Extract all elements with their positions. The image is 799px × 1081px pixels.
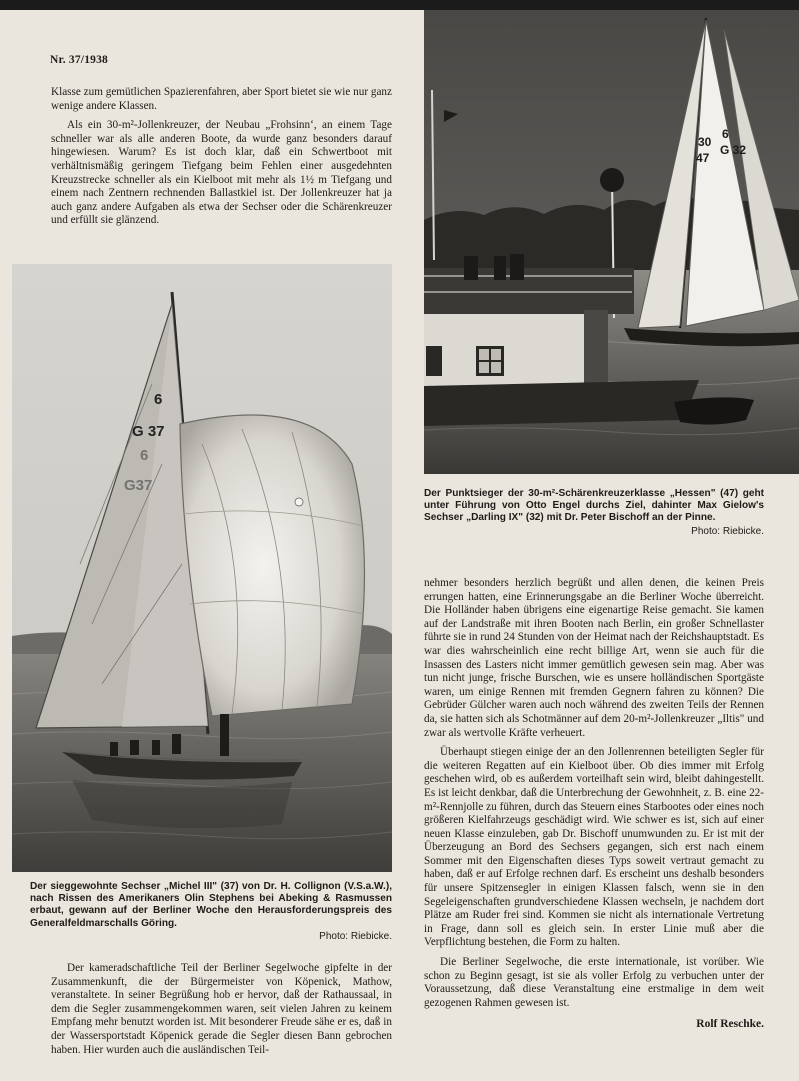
photo-credit-left: Photo: Riebicke. — [319, 930, 392, 942]
photo-hessen-finish — [424, 10, 799, 474]
sail-number-text: G 32 — [720, 143, 747, 157]
photo-sechser-michel-iii — [12, 264, 392, 872]
intro-column — [51, 86, 392, 228]
caption-left-text: Der sieggewohnte Sechser „Michel III" (37) von Dr. H. Collignon (V.S.a.W.), nach Rissen des Amerikaners Olin Stephens bei Abeking & Rasmussen erbaut, gewann auf der Berliner Woche den Herausforderungspreis des Generalfeldmarschalls Göring. — [30, 881, 392, 929]
caption-left — [30, 881, 392, 943]
bottom-left-column — [51, 962, 392, 1057]
right-paragraph-2: Überhaupt stiegen einige der an den Jollenrennen beteiligten Segler für die weiteren Regatten auf ein Kielboot über. Ob dies immer mit Erfolg geschehen wird, ob es außerdem vorteilhaft sein wird, bleibt dahingestellt. Es ist leicht denkbar, daß die Unterbrechung der Gewohnheit, z. B. eine 22-m²-Rennjolle zu führen, durch das Steuern eines Starbootes oder eines noch größeren Kielfahrzeugs geschädigt wird. Wie schwer es ist, sich auf einer neuen Klasse einzuleben, gab Dr. Bischoff unumwunden zu. Er ist mit der Überzeugung an Bord des Sechsers gegangen, sich erst nach einem Sommer mit den Eigenschaften dieses Typs soweit vertraut gemacht zu haben, daß er auf Erfolge rechnen darf. Es erscheint uns deshalb besonders für unsere Spitzensegler in einigen Klassen falsch, wenn sie in den Segeleigenschaften grundverschiedene Klassen wechseln, je nachdem dort Plätze am Ruder frei sind. Kommen sie nicht als internationale Vertretung in Frage, dann soll es gleich sein. In erster Linie muß aber die Verpflichtung bestehen, die Form zu halten. — [424, 746, 764, 949]
sail-number-text: 6 — [722, 127, 729, 141]
intro-paragraph-1: Klasse zum gemütlichen Spazierenfahren, aber Sport bietet sie wie nur ganz wenige andere Klassen. — [51, 86, 392, 112]
page-number: Nr. 37/1938 — [50, 54, 108, 66]
bottom-left-paragraph: Der kameradschaftliche Teil der Berliner Segelwoche gipfelte in der Zusammenkunft, die der Bürgermeister von Köpenick, Mathow, veranstaltete. In seiner Begrüßung hob er hervor, daß der Rathaussaal, in dem die Segler zusammengekommen waren, seit vielen Jahren zu keinem Empfang mehr benutzt worden ist. Mit besonderer Freude sähe er es, daß in der Wassersportstadt Köpenick gerade die Segler diesen Bann gebrochen haben. Hier wurden auch die ausländischen Teil- — [51, 962, 392, 1056]
author-signature: Rolf Reschke. — [696, 1018, 764, 1031]
right-paragraph-3: Die Berliner Segelwoche, die erste internationale, ist vorüber. Wie schon zu Beginn gesagt, ist sie als voller Erfolg zu verbuchen unter der Voraussetzung, daß diese Veranstaltung eine erstmalige in dem weit gezogenen Rahmen gewesen ist. — [424, 956, 764, 1009]
right-column — [424, 577, 764, 1032]
right-paragraph-1: nehmer besonders herzlich begrüßt und allen denen, die keinen Preis errungen hatten, eine Erinnerungsgabe an die Berliner Woche überreicht. Die Holländer haben übrigens eine eigenartige Reise gemacht. Sie kamen auf der Landstraße mit ihren Booten nach Berlin, ein großer Schnellaster führte sie in rund 24 Stunden von der Heimat nach der Reichshauptstadt. Es war dies wahrscheinlich eine recht billige Art, wenn sie auch für die Insassen des Lasters nicht immer gemütlich gewesen sein mag. Aber was tun nicht junge, frische Burschen, wie es unsere holländischen Sportgäste waren, um einige Rennen mit fremden Gegnern fahren zu können? Die Gebrüder Gülcher waren auch noch während des zweiten Teils der Rennen da, sie hatten sich als Schotmänner auf dem 20-m²-Jollenkreuzer „Iltis" und zwar als wertvolle Kräfte verheuert. — [424, 577, 764, 739]
sail-number-text: 30 — [698, 135, 712, 149]
intro-paragraph-2: Als ein 30-m²-Jollenkreuzer, der Neubau „Frohsinn‘, an einem Tage schneller war als alle anderen Boote, da wurde ganz besonders darauf hingewiesen. Warum? Es ist doch klar, daß ein Schwertboot mit verhältnismäßig geringem Tiefgang beim Fehlen einer ausgedehnten Kreuzstrecke schneller als ein Kielboot mit mehr als 1½ m Tiefgang und einem nach Zentnern rechnenden Ballastkiel ist. Der Jollenkreuzer hat ja auch ganz andere Aufgaben als etwa der Sechser oder die Schärenkreuzer und erfüllt sie glänzend. — [51, 119, 392, 227]
photo-credit-right: Photo: Riebicke. — [691, 525, 764, 537]
sail-number-text: 47 — [696, 151, 710, 165]
sail-number-text: 6 — [140, 447, 149, 464]
sail-number-text: G 37 — [132, 423, 165, 440]
sail-number-text: 6 — [154, 391, 163, 408]
caption-right-text: Der Punktsieger der 30-m²-Schärenkreuzerklasse „Hessen" (47) geht unter Führung von Otto Engel durchs Ziel, dahinter Max Gielow's Sechser „Darling IX" (32) mit Dr. Peter Bischoff an der Pinne. — [424, 488, 764, 524]
sail-number-text: G37 — [124, 477, 153, 494]
caption-right — [424, 488, 764, 538]
magazine-page — [0, 10, 799, 1081]
